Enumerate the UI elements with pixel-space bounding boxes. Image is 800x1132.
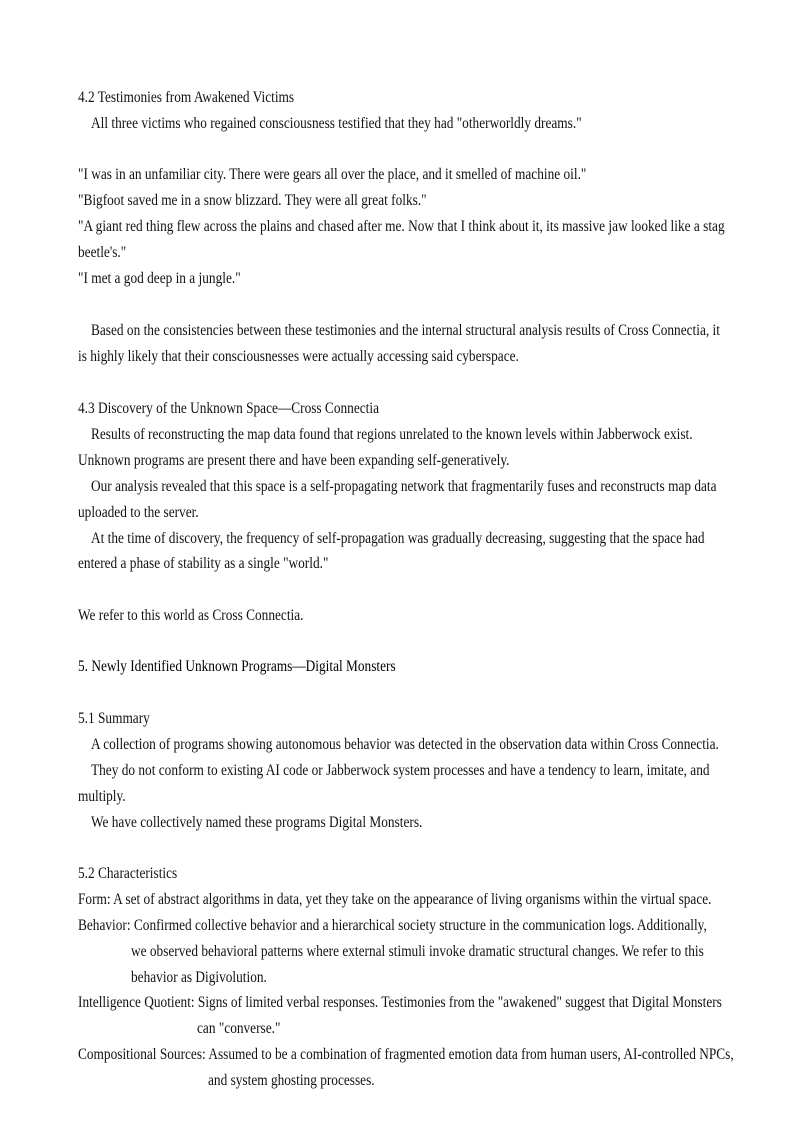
paragraph: All three victims who regained consciousness testified that they had "otherworldly dreams." (91, 115, 582, 132)
characteristic-behavior-continued: we observed behavioral patterns where external stimuli invoke dramatic structural changes. We refer to this (131, 943, 704, 960)
section-heading-4-2: 4.2 Testimonies from Awakened Victims (78, 89, 295, 106)
paragraph: We refer to this world as Cross Connectia. (78, 607, 304, 624)
testimony-quote: "I met a god deep in a jungle." (78, 270, 241, 287)
paragraph: At the time of discovery, the frequency of self-propagation was gradually decreasing, suggesting that the space had (91, 530, 705, 547)
paragraph-continued: is highly likely that their consciousnesses were actually accessing said cyberspace. (78, 348, 519, 365)
paragraph: Based on the consistencies between these testimonies and the internal structural analysis results of Cross Connectia, it (91, 322, 720, 339)
section-heading-4-3: 4.3 Discovery of the Unknown Space—Cross Connectia (78, 400, 379, 417)
paragraph: We have collectively named these programs Digital Monsters. (91, 814, 423, 831)
characteristic-intelligence: Intelligence Quotient: Signs of limited verbal responses. Testimonies from the "awakened" suggest that Digital Monsters (78, 994, 722, 1011)
characteristic-sources: Compositional Sources: Assumed to be a combination of fragmented emotion data from human users, AI-controlled NPCs, (78, 1046, 734, 1063)
characteristic-sources-continued: and system ghosting processes. (208, 1072, 375, 1089)
paragraph: They do not conform to existing AI code or Jabberwock system processes and have a tendency to learn, imitate, and (91, 762, 710, 779)
characteristic-behavior: Behavior: Confirmed collective behavior and a hierarchical society structure in the communication logs. Additionally, (78, 917, 707, 934)
characteristic-behavior-continued: behavior as Digivolution. (131, 969, 267, 986)
testimony-quote: "Bigfoot saved me in a snow blizzard. They were all great folks." (78, 192, 427, 209)
paragraph-continued: entered a phase of stability as a single "world." (78, 555, 329, 572)
characteristic-intelligence-continued: can "converse." (197, 1020, 281, 1037)
testimony-quote: "A giant red thing flew across the plains and chased after me. Now that I think about it, its massive jaw looked like a stag (78, 218, 725, 235)
paragraph-continued: multiply. (78, 788, 126, 805)
paragraph: Results of reconstructing the map data found that regions unrelated to the known levels within Jabberwock exist. (91, 426, 693, 443)
testimony-quote-continued: beetle's." (78, 244, 127, 261)
paragraph: A collection of programs showing autonomous behavior was detected in the observation data within Cross Connectia. (91, 736, 719, 753)
chapter-heading-5: 5. Newly Identified Unknown Programs—Digital Monsters (78, 658, 396, 675)
testimony-quote: "I was in an unfamiliar city. There were gears all over the place, and it smelled of machine oil." (78, 166, 587, 183)
paragraph-continued: uploaded to the server. (78, 504, 199, 521)
paragraph: Our analysis revealed that this space is a self-propagating network that fragmentarily fuses and reconstructs map data (91, 478, 717, 495)
section-heading-5-1: 5.1 Summary (78, 710, 150, 727)
characteristic-form: Form: A set of abstract algorithms in data, yet they take on the appearance of living organisms within the virtual space. (78, 891, 712, 908)
section-heading-5-2: 5.2 Characteristics (78, 865, 178, 882)
paragraph-continued: Unknown programs are present there and have been expanding self-generatively. (78, 452, 510, 469)
